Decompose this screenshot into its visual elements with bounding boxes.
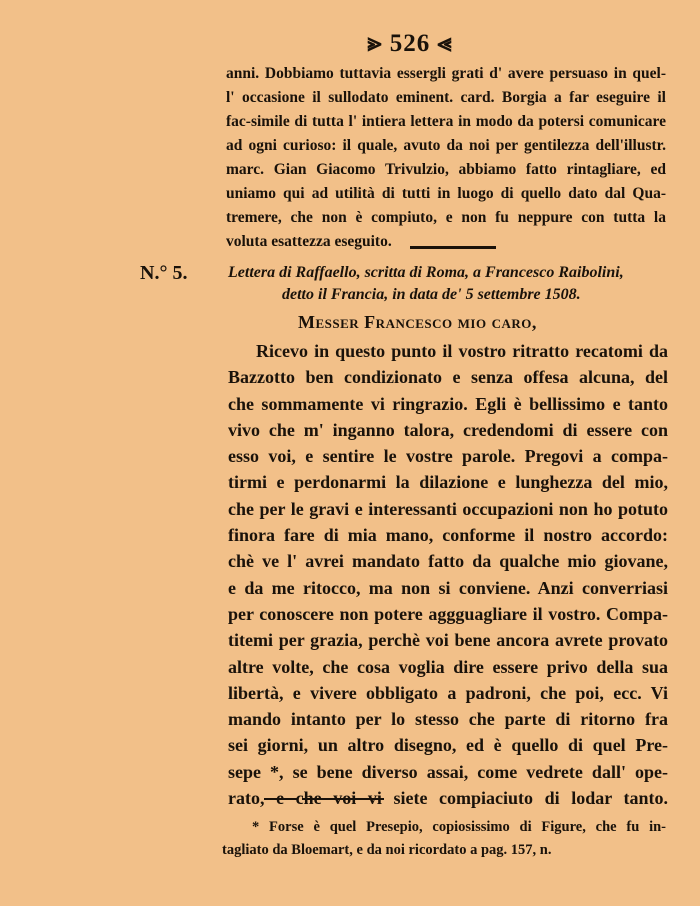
text-line: voluta esattezza eseguito. bbox=[226, 233, 392, 250]
text-line: sepe *, se bene diverso assai, come vedrete dall' ope- bbox=[228, 761, 668, 782]
text-line: altre volte, che cosa voglia dire essere privo della sua bbox=[228, 656, 668, 677]
text-line: libertà, e vivere obbligato a padroni, che poi, ecc. Vi bbox=[228, 682, 668, 703]
ornament-right: ⪡ bbox=[437, 30, 453, 57]
page-number-line bbox=[0, 30, 700, 58]
text-line: che per le gravi e interessanti occupazioni non ho potuto bbox=[228, 498, 668, 519]
text-line: e da me ritocco, ma non si conviene. Anzi converriasi bbox=[228, 577, 668, 598]
text-line: esso voi, e sentire le vostre parole. Pregovi a compa- bbox=[228, 446, 668, 467]
text-line: fac-simile di tutta l' intiera lettera in modo da potersi comunicare bbox=[226, 113, 666, 130]
text-line: vivo che m' inganno talora, credendomi di essere con bbox=[228, 419, 668, 440]
text-line: per conoscere non potere aggguagliare il vostro. Compa- bbox=[228, 603, 668, 624]
footnote-line: tagliato da Bloemart, e da noi ricordato a pag. 157, n. bbox=[222, 842, 552, 858]
footnote bbox=[222, 816, 666, 862]
text-line: che sommamente vi ringrazio. Egli è bellissimo e tanto bbox=[228, 393, 668, 414]
ornament-left: ⪢ bbox=[367, 30, 383, 57]
text-line: mando intanto per lo stesso che parte di ritorno fra bbox=[228, 709, 668, 730]
entry-heading bbox=[228, 262, 668, 306]
text-line: anni. Dobbiamo tuttavia essergli grati d' avere persuaso in quel- bbox=[226, 65, 666, 82]
text-line: Bazzotto ben condizionato e senza offesa alcuna, del bbox=[228, 367, 668, 388]
text-line: sei giorni, un altro disegno, ed è quello di quel Pre- bbox=[228, 735, 668, 756]
text-line: titemi per grazia, perchè voi bene ancora avrete provato bbox=[228, 630, 668, 651]
heading-line: detto il Francia, in data de' 5 settembre 1508. bbox=[282, 286, 581, 303]
text-line: chè ve l' avrei mandato fatto da qualche mio giovane, bbox=[228, 551, 668, 572]
page-number: 526 bbox=[389, 30, 431, 57]
text-line: uniamo qui ad utilità di tutti in luogo di quello dato dal Qua- bbox=[226, 185, 666, 202]
text-line: marc. Gian Giacomo Trivulzio, abbiamo fatto rintagliare, ed bbox=[226, 161, 666, 178]
text-line: tremere, che non è compiuto, e non fu neppure con tutta la bbox=[226, 209, 666, 226]
text-line: tirmi e perdonarmi la dilazione e lunghezza del mio, bbox=[228, 472, 668, 493]
text-line: ad ogni curioso: il quale, avuto da noi per gentilezza dell'illustr. bbox=[226, 137, 666, 154]
section-divider bbox=[410, 246, 496, 249]
text-line: finora fare di mia mano, conforme il nostro accordo: bbox=[228, 525, 668, 546]
letter-salutation: Messer Francesco mio caro, bbox=[298, 312, 537, 332]
footnote-line: * Forse è quel Presepio, copiosissimo di Figure, che fu in- bbox=[252, 819, 666, 835]
letter-body bbox=[228, 338, 668, 811]
continuation-paragraph bbox=[226, 62, 666, 254]
text-line: rato, e che voi vi siete compiaciuto di lodar tanto. bbox=[228, 788, 668, 809]
text-line: l' occasione il sullodato eminent. card. Borgia a far eseguire il bbox=[226, 89, 666, 106]
text-line: Ricevo in questo punto il vostro ritratto recatomi da bbox=[256, 341, 668, 361]
entry-number: N.° 5. bbox=[140, 262, 188, 284]
heading-line: Lettera di Raffaello, scritta di Roma, a Francesco Raibolini, bbox=[228, 264, 624, 281]
